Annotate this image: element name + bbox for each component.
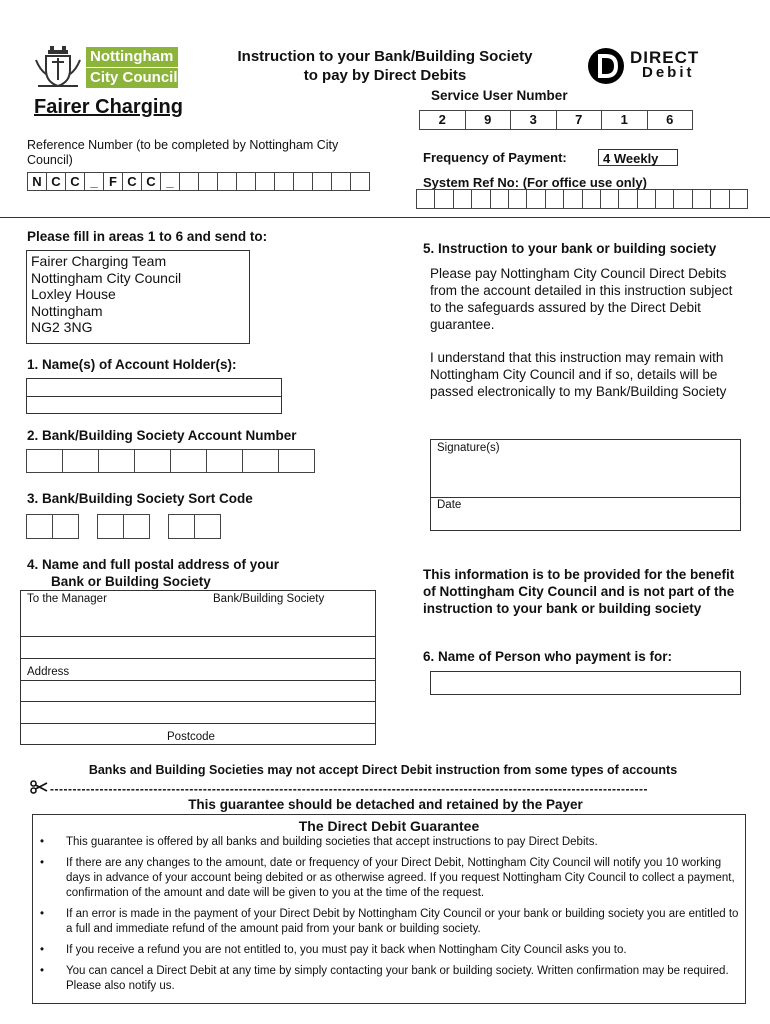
guarantee-item-text: If you receive a refund you are not entitled to, you must pay it back when Nottingham City Council asks you to. (66, 944, 627, 956)
direct-debit-logo (586, 45, 736, 87)
form-title (200, 47, 570, 85)
system-ref-label: System Ref No: (For office use only) (423, 175, 647, 190)
reference-cell[interactable]: C (66, 173, 85, 190)
frequency-value: 4 Weekly (598, 149, 678, 166)
send-to-label: Please fill in areas 1 to 6 and send to: (27, 229, 268, 244)
section4-label (27, 556, 279, 590)
reference-cell[interactable] (351, 173, 370, 190)
sort-code-part-1[interactable] (26, 514, 79, 539)
system-ref-cell (435, 190, 453, 208)
form-title-line2: to pay by Direct Debits (303, 67, 467, 84)
frequency-label: Frequency of Payment: (423, 150, 567, 165)
system-ref-cell (656, 190, 674, 208)
reference-number-grid[interactable] (27, 172, 370, 191)
warning-text: Banks and Building Societies may not accept Direct Debit instruction from some types of accounts (88, 763, 678, 777)
sort-code-cell[interactable] (98, 515, 124, 538)
reference-cell[interactable] (199, 173, 218, 190)
cut-line: ------------------------------------------------------------------------------------------------------------------------------------- (50, 782, 648, 796)
address-line: Nottingham City Council (31, 269, 182, 286)
guarantee-item-text: This guarantee is offered by all banks and building societies that accept instructions to pay Direct Debits. (66, 836, 598, 848)
reference-cell[interactable]: C (142, 173, 161, 190)
service-user-digit: 3 (511, 111, 557, 129)
system-ref-grid (416, 189, 748, 209)
system-ref-cell (730, 190, 748, 208)
section-divider (0, 217, 770, 218)
system-ref-cell (491, 190, 509, 208)
account-holder-field-1[interactable] (26, 378, 282, 397)
reference-cell[interactable]: N (28, 173, 47, 190)
reference-cell[interactable] (237, 173, 256, 190)
send-to-address (26, 250, 250, 344)
reference-cell[interactable] (218, 173, 237, 190)
account-number-cell[interactable] (171, 450, 207, 472)
system-ref-cell (674, 190, 692, 208)
signature-field[interactable] (431, 469, 740, 497)
guarantee-item-text: If an error is made in the payment of your Direct Debit by Nottingham City Council or your bank or building society you are entitled to a full and immediate refund of the amount paid from your bank or building society. (66, 908, 739, 935)
account-number-cell[interactable] (99, 450, 135, 472)
reference-label: Reference Number (to be completed by Nottingham City Council) (27, 138, 339, 167)
to-manager-label: To the Manager (27, 593, 107, 605)
logo-nottingham: Nottingham (86, 47, 178, 67)
section5-label: 5. Instruction to your bank or building society (423, 241, 717, 256)
signature-label: Signature(s) (437, 442, 500, 454)
postcode-label: Postcode (167, 731, 215, 743)
bullet-icon: • (40, 857, 45, 869)
sort-code-part-3[interactable] (168, 514, 221, 539)
account-number-grid[interactable] (26, 449, 315, 473)
address-line: NG2 3NG (31, 319, 93, 335)
section1-label: 1. Name(s) of Account Holder(s): (27, 357, 237, 372)
reference-cell[interactable]: _ (161, 173, 180, 190)
sort-code-cell[interactable] (169, 515, 195, 538)
system-ref-cell (693, 190, 711, 208)
bullet-icon: • (40, 908, 45, 920)
service-user-digit: 2 (420, 111, 466, 129)
guarantee-item-text: If there are any changes to the amount, date or frequency of your Direct Debit, Nottingham City Council will notify you 10 working days in advance of your account being debited or as otherwise agreed. If you request Nottingham City Council to collect a payment, confirmation of the amount and date will be given to you at the time of the request. (66, 857, 735, 899)
service-user-number-label: Service User Number (431, 88, 568, 103)
system-ref-cell (638, 190, 656, 208)
sort-code-cell[interactable] (53, 515, 79, 538)
field-divider (21, 723, 375, 724)
bullet-icon: • (40, 965, 45, 977)
service-user-digit: 7 (557, 111, 603, 129)
reference-cell[interactable] (332, 173, 351, 190)
field-divider (431, 497, 740, 498)
bullet-icon: • (40, 836, 45, 848)
section2-label: 2. Bank/Building Society Account Number (27, 428, 297, 443)
logo-city-council: City Council (86, 68, 178, 88)
section3-label: 3. Bank/Building Society Sort Code (27, 491, 253, 506)
signature-date-box (430, 439, 741, 531)
reference-cell[interactable] (256, 173, 275, 190)
direct-debit-word1: DIRECT (630, 48, 700, 67)
account-holder-field-2[interactable] (26, 396, 282, 414)
system-ref-cell (546, 190, 564, 208)
reference-cell[interactable]: C (123, 173, 142, 190)
form-title-line1: Instruction to your Bank/Building Society (237, 48, 533, 65)
direct-debit-word2: Debit (642, 64, 695, 81)
reference-cell[interactable] (313, 173, 332, 190)
section6-label: 6. Name of Person who payment is for: (423, 649, 673, 664)
section4-label-line2: Bank or Building Society (51, 574, 211, 589)
guarantee-title: The Direct Debit Guarantee (298, 818, 480, 834)
reference-cell[interactable] (275, 173, 294, 190)
sort-code-cell[interactable] (124, 515, 150, 538)
address-line: Loxley House (31, 286, 116, 302)
system-ref-cell (711, 190, 729, 208)
address-line: Nottingham (31, 302, 103, 319)
system-ref-cell (472, 190, 490, 208)
account-number-cell[interactable] (207, 450, 243, 472)
fairer-charging-title: Fairer Charging (34, 96, 183, 118)
reference-cell[interactable]: _ (85, 173, 104, 190)
reference-cell[interactable]: F (104, 173, 123, 190)
bank-address-box (20, 590, 376, 745)
address-line: Fairer Charging Team (31, 253, 167, 269)
system-ref-cell (509, 190, 527, 208)
instruction-paragraph: Please pay Nottingham City Council Direct Debits from the account detailed in this instruction subject to the safeguards assured by the Direct Debit guarantee. (430, 266, 733, 332)
field-divider (21, 636, 375, 637)
service-user-digit: 9 (466, 111, 512, 129)
account-number-cell[interactable] (243, 450, 279, 472)
system-ref-cell (417, 190, 435, 208)
sort-code-part-2[interactable] (97, 514, 150, 539)
guarantee-item-text: You can cancel a Direct Debit at any time by simply contacting your bank or building society. Written confirmation may be required. Please also notify us. (66, 965, 729, 992)
reference-cell[interactable] (180, 173, 199, 190)
system-ref-cell (564, 190, 582, 208)
service-user-digit: 6 (648, 111, 694, 129)
bank-building-society-label: Bank/Building Society (213, 593, 325, 605)
system-ref-cell (619, 190, 637, 208)
sort-code-cell[interactable] (195, 515, 221, 538)
account-number-cell[interactable] (63, 450, 99, 472)
field-divider (21, 680, 375, 681)
system-ref-cell (583, 190, 601, 208)
account-number-cell[interactable] (135, 450, 171, 472)
bullet-icon: • (40, 944, 45, 956)
field-divider (21, 658, 375, 659)
reference-cell[interactable] (294, 173, 313, 190)
detach-note: This guarantee should be detached and retained by the Payer (188, 797, 583, 812)
account-number-cell[interactable] (27, 450, 63, 472)
system-ref-cell (454, 190, 472, 208)
service-user-digit: 1 (602, 111, 648, 129)
understanding-paragraph: I understand that this instruction may remain with Nottingham City Council and if so, details will be passed electronically to my Bank/Building Society (430, 350, 727, 399)
field-divider (21, 701, 375, 702)
system-ref-cell (527, 190, 545, 208)
account-number-cell[interactable] (279, 450, 315, 472)
payment-for-field[interactable] (430, 671, 741, 695)
sort-code-cell[interactable] (27, 515, 53, 538)
service-user-number-grid (419, 110, 693, 130)
city-crest-icon (32, 40, 84, 92)
reference-cell[interactable]: C (47, 173, 66, 190)
system-ref-cell (601, 190, 619, 208)
info-note: This information is to be provided for the benefit of Nottingham City Council and is not part of the instruction to your bank or building society (423, 567, 735, 616)
address-label: Address (27, 666, 70, 678)
section4-label-line1: 4. Name and full postal address of your (27, 557, 280, 572)
date-label: Date (437, 499, 462, 511)
